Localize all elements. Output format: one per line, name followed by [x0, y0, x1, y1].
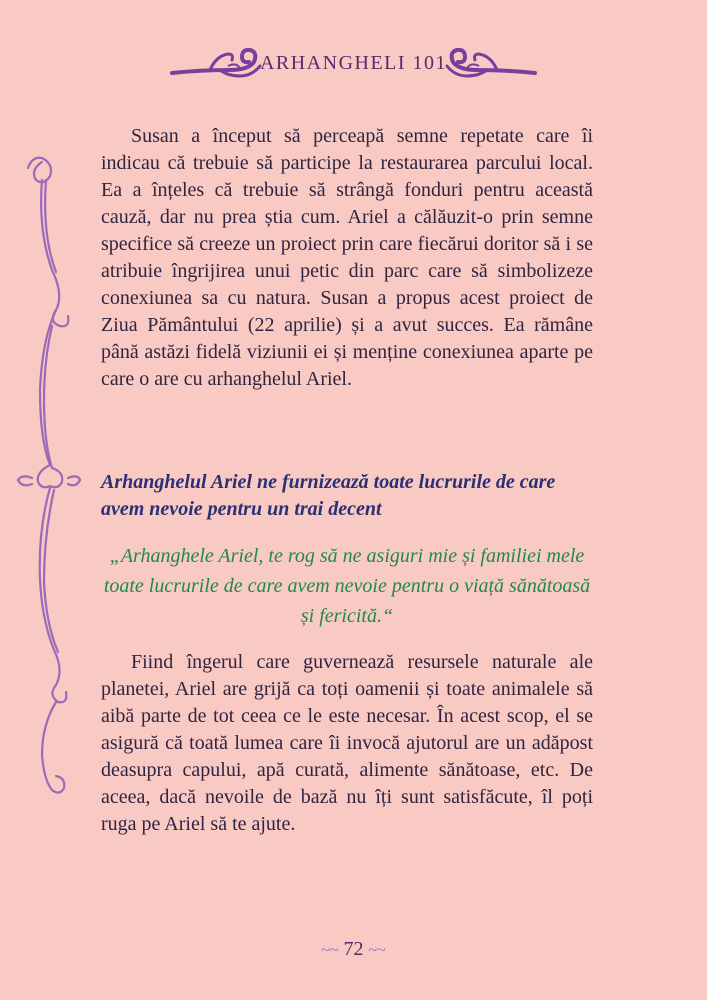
tilde-right-icon: ~~ — [368, 942, 386, 959]
page-number: 72 — [343, 938, 364, 960]
right-flourish-icon — [439, 46, 537, 86]
tilde-left-icon: ~~ — [321, 942, 339, 959]
body-paragraph-1: Susan a început să perceapă semne repetate care îi indicau că trebuie să participe la restaurarea parcului local. Ea a înțeles că trebuie să strângă fonduri pentru această cauză, dar nu prea știa cum. Ariel a călăuzit-o prin semne specifice să creeze un proiect prin care fiecărui doritor să i se atribuie îngrijirea unui petic din parc care să simbolizeze conexiunea sa cu natura. Susan a propus acest proiect de Ziua Pământului (22 aprilie) și a avut succes. Ea rămâne până astăzi fidelă viziunii ei și menține conexiunea aparte pe care o are cu arhanghelul Ariel. — [101, 125, 593, 390]
body-paragraph-2: Fiind îngerul care guvernează resursele naturale ale planetei, Ariel are grijă ca toți oamenii și toate animalele să aibă parte de tot ceea ce le este necesar. În acest scop, el se asigură că toată lumea care îi invocă ajutorul are un adăpost deasupra capului, apă curată, alimente sănătoase, etc. De aceea, dacă nevoile de bază nu îți sunt satisfăcute, îl poți ruga pe Ariel să te ajute. — [101, 651, 593, 835]
left-border-scroll-ornament-icon — [12, 150, 82, 800]
page-footer — [0, 938, 707, 961]
section-heading: Arhanghelul Ariel ne furnizează toate lucrurile de care avem nevoie pentru un trai decent — [101, 471, 556, 520]
page-header — [0, 46, 707, 86]
running-header-title: ARHANGHELI 101 — [259, 52, 448, 74]
prayer-quote: „Arhanghele Ariel, te rog să ne asiguri mie și familiei mele toate lucrurile de care avem nevoie pentru o viață sănătoasă și fericită.“ — [103, 545, 591, 627]
